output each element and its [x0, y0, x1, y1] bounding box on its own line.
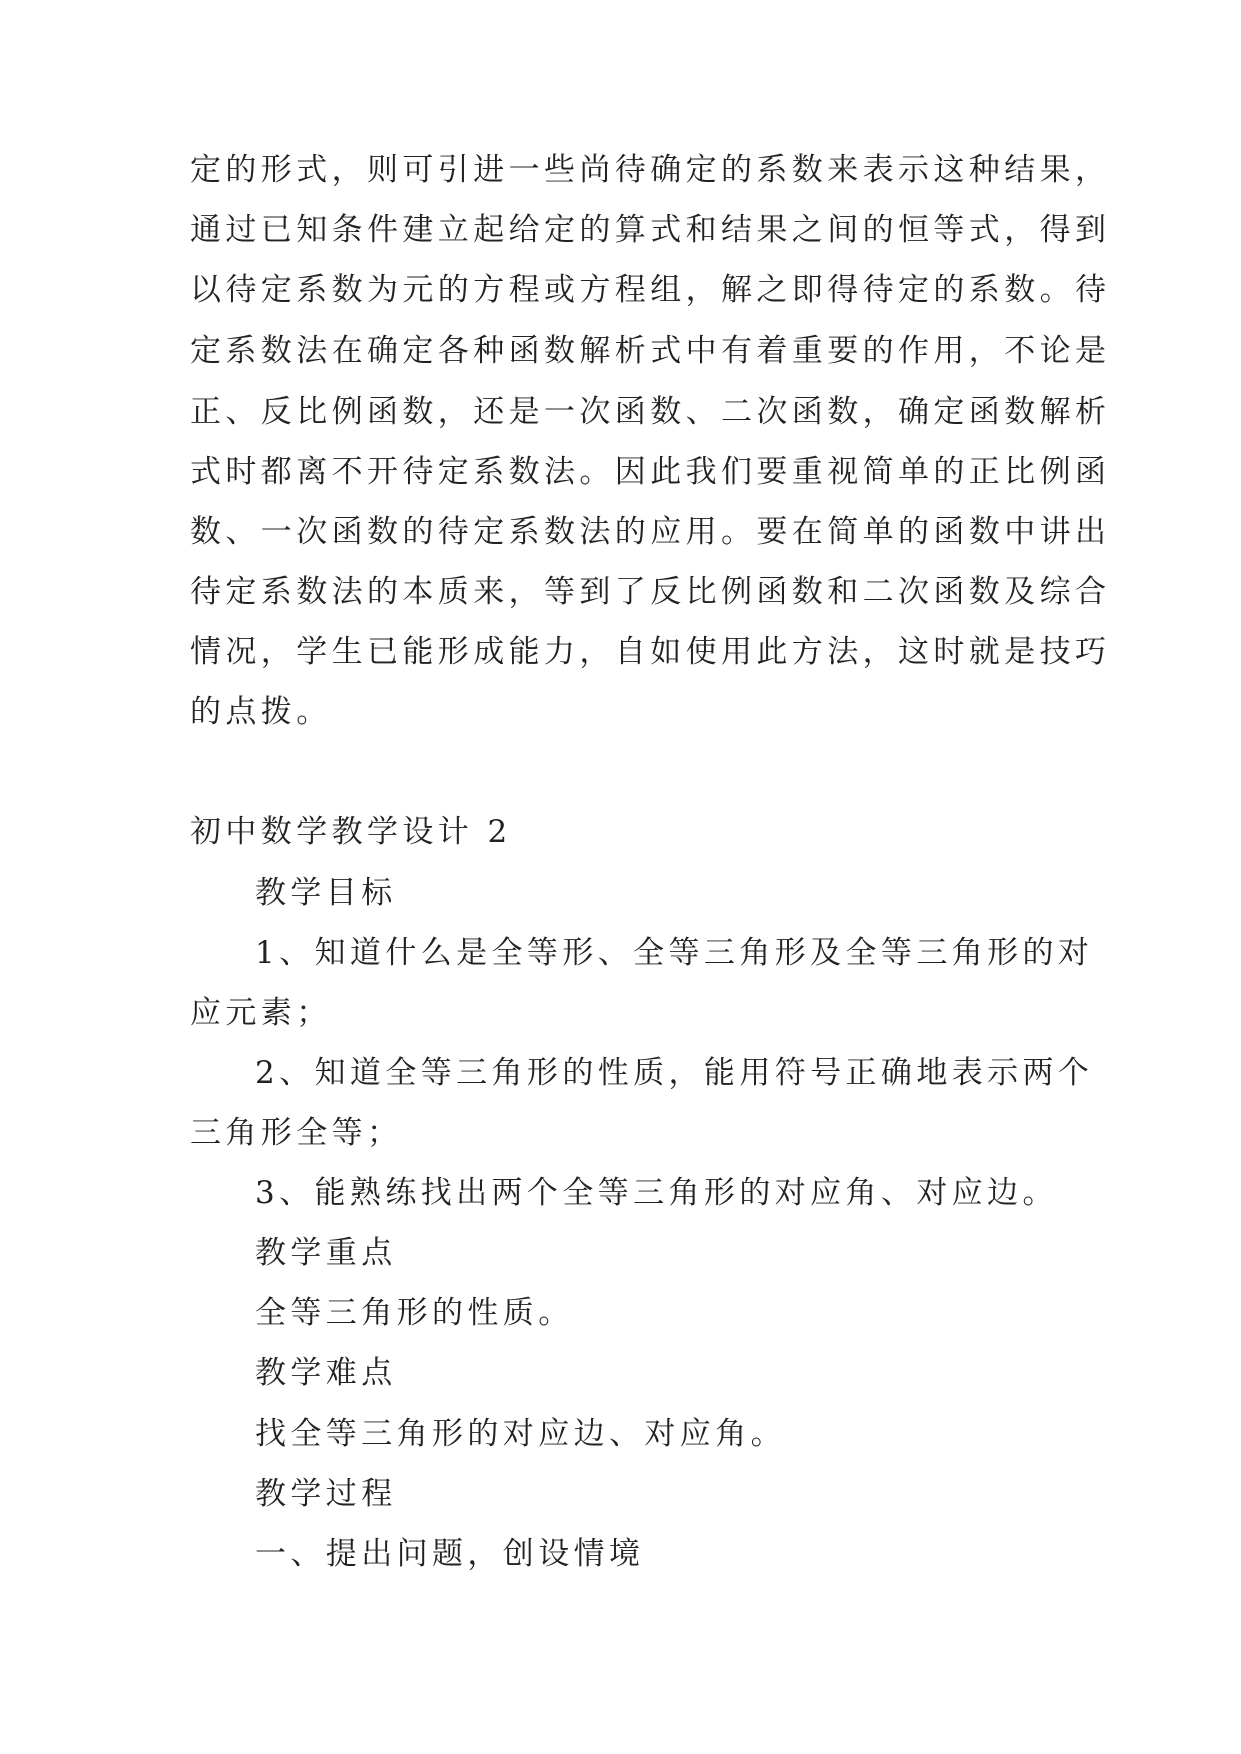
paragraph-line: 数、一次函数的待定系数法的应用。要在简单的函数中讲出 — [190, 514, 1111, 550]
key-point-text: 全等三角形的性质。 — [255, 1295, 574, 1331]
objective-2-line-1: 2、知道全等三角形的性质，能用符号正确地表示两个 — [255, 1055, 1094, 1091]
paragraph-line: 正、反比例函数，还是一次函数、二次函数，确定函数解析 — [190, 394, 1111, 430]
process-step-1: 一、提出问题，创设情境 — [255, 1536, 645, 1572]
objective-3: 3、能熟练找出两个全等三角形的对应角、对应边。 — [255, 1175, 1058, 1211]
paragraph-line: 以待定系数为元的方程或方程组，解之即得待定的系数。待 — [190, 272, 1111, 308]
paragraph-line: 的点拨。 — [190, 694, 332, 730]
objective-1-line-1: 1、知道什么是全等形、全等三角形及全等三角形的对 — [255, 935, 1094, 971]
paragraph-line: 情况，学生已能形成能力，自如使用此方法，这时就是技巧 — [190, 634, 1111, 670]
paragraph-line: 通过已知条件建立起给定的算式和结果之间的恒等式，得到 — [190, 212, 1111, 248]
difficulty-heading: 教学难点 — [255, 1355, 397, 1391]
paragraph-line: 式时都离不开待定系数法。因此我们要重视简单的正比例函 — [190, 454, 1111, 490]
objectives-heading: 教学目标 — [255, 875, 397, 911]
paragraph-line: 待定系数法的本质来，等到了反比例函数和二次函数及综合 — [190, 574, 1111, 610]
objective-1-line-2: 应元素； — [190, 995, 332, 1031]
paragraph-line: 定的形式，则可引进一些尚待确定的系数来表示这种结果， — [190, 152, 1111, 188]
difficulty-text: 找全等三角形的对应边、对应角。 — [255, 1416, 786, 1452]
process-heading: 教学过程 — [255, 1476, 397, 1512]
section-title: 初中数学教学设计 2 — [190, 814, 512, 850]
key-point-heading: 教学重点 — [255, 1235, 397, 1271]
objective-2-line-2: 三角形全等； — [190, 1115, 403, 1151]
paragraph-line: 定系数法在确定各种函数解析式中有着重要的作用，不论是 — [190, 333, 1111, 369]
